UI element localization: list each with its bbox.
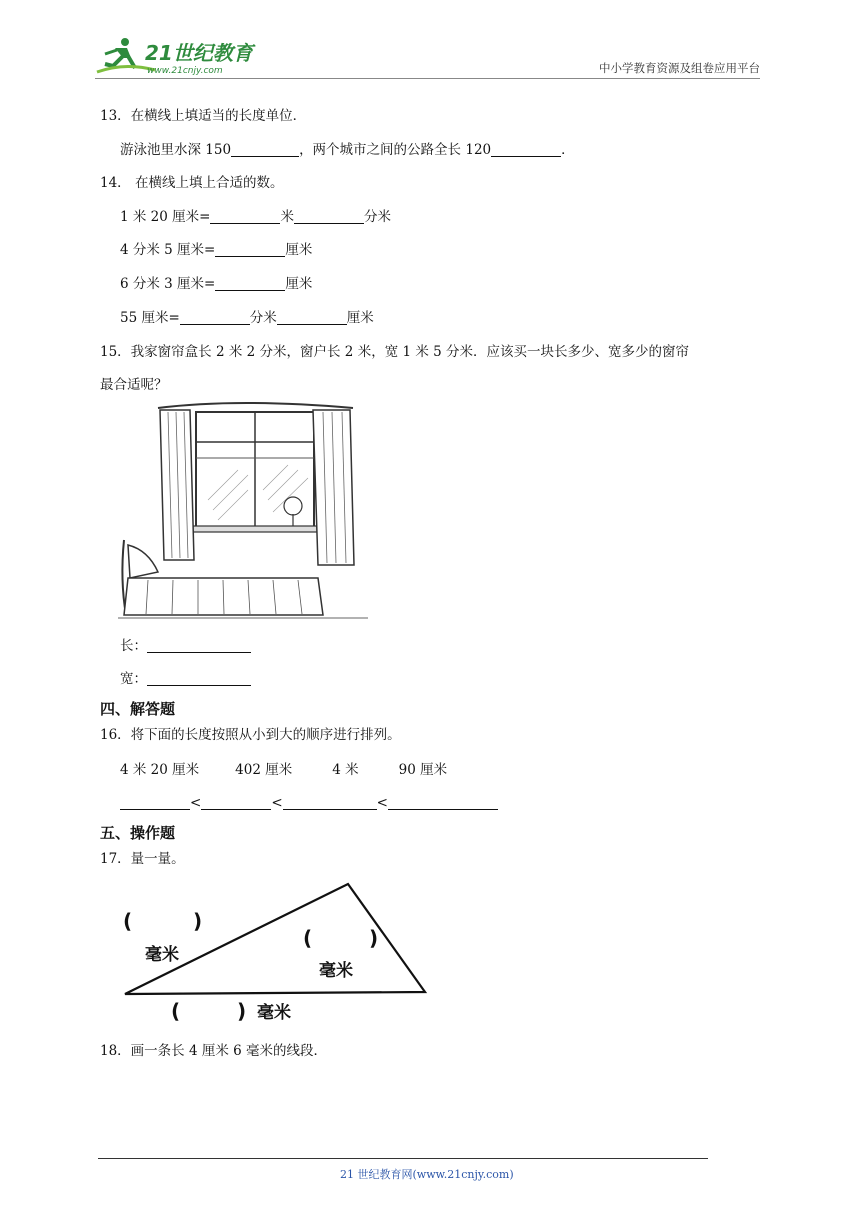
less-than-sign: <: [271, 795, 283, 811]
q17-title: 17．量一量。: [100, 851, 185, 867]
q14-r2-text: 4 分米 5 厘米=: [120, 242, 216, 258]
answer-blank[interactable]: [147, 638, 251, 653]
q14-r3-text: 6 分米 3 厘米=: [120, 276, 216, 292]
less-than-sign: <: [376, 795, 388, 811]
length-item: 402 厘米: [235, 762, 293, 778]
q14-row1: [120, 208, 391, 226]
length-label: 长：: [120, 638, 147, 654]
page-header: [95, 32, 760, 80]
answer-blank[interactable]: [294, 209, 364, 224]
paren-open: (: [123, 909, 133, 933]
section-4-heading: 四、解答题: [100, 700, 176, 718]
q15-line2: 最合适呢？: [100, 377, 168, 393]
answer-blank[interactable]: [201, 795, 271, 810]
q13-part2: ，两个城市之间的公路全长 120: [299, 142, 492, 158]
q13-part1: 游泳池里水深 150: [120, 142, 232, 158]
answer-blank[interactable]: [277, 310, 347, 325]
q16-order-row: [120, 794, 498, 812]
width-label: 宽：: [120, 671, 147, 687]
answer-blank[interactable]: [215, 276, 285, 291]
paren-close: ): [193, 909, 203, 933]
header-divider: [95, 78, 760, 79]
paren-open: (: [303, 926, 313, 950]
q13-title: 13．在横线上填适当的长度单位．: [100, 108, 307, 124]
answer-blank[interactable]: [283, 795, 377, 810]
answer-blank[interactable]: [147, 671, 251, 686]
q14-r1-unit1: 米: [280, 209, 294, 225]
q14-r4-text: 55 厘米=: [120, 310, 180, 326]
q14-r2-unit: 厘米: [285, 242, 313, 258]
q15-length-row: [120, 637, 251, 655]
section-5-heading: 五、操作题: [100, 824, 176, 842]
q16-title: 16．将下面的长度按照从小到大的顺序进行排列。: [100, 727, 401, 743]
q14-r1-unit2: 分米: [363, 209, 391, 225]
triangle-figure: [115, 878, 435, 1028]
q14-row2: [120, 241, 312, 259]
q18-title: 18．画一条长 4 厘米 6 毫米的线段．: [100, 1043, 328, 1059]
q14-r4-unit1: 分米: [249, 310, 277, 326]
length-item: 4 米 20 厘米: [120, 762, 200, 778]
paren-close: ): [369, 926, 379, 950]
answer-blank[interactable]: [215, 242, 285, 257]
logo: [95, 36, 265, 76]
q14-r4-unit2: 厘米: [346, 310, 374, 326]
q14-row3: [120, 275, 312, 293]
length-item: 4 米: [332, 762, 359, 778]
footer-divider: [98, 1158, 708, 1159]
q14-title: 14． 在横线上填上合适的数。: [100, 175, 284, 191]
less-than-sign: <: [190, 795, 202, 811]
window-curtain-illustration: [118, 400, 368, 628]
q14-r3-unit: 厘米: [285, 276, 313, 292]
logo-text: 21世纪教育: [145, 41, 253, 65]
logo-subtext: www.21cnjy.com: [147, 66, 223, 76]
paren-open: (: [171, 999, 181, 1023]
q16-items: [120, 761, 447, 779]
answer-blank[interactable]: [210, 209, 280, 224]
q14-row4: [120, 309, 374, 327]
answer-blank[interactable]: [491, 142, 561, 157]
q14-r1-text: 1 米 20 厘米=: [120, 209, 211, 225]
q13-part3: ．: [561, 142, 575, 158]
answer-blank[interactable]: [388, 795, 498, 810]
unit-label: 毫米: [145, 945, 179, 965]
footer-text[interactable]: 21 世纪教育网(www.21cnjy.com): [340, 1168, 514, 1181]
unit-label: 毫米: [257, 1003, 291, 1023]
q15-width-row: [120, 670, 251, 688]
answer-blank[interactable]: [231, 142, 299, 157]
answer-blank[interactable]: [180, 310, 250, 325]
paren-close: ): [237, 999, 247, 1023]
unit-label: 毫米: [319, 961, 353, 981]
q15-line1: 15．我家窗帘盒长 2 米 2 分米，窗户长 2 米，宽 1 米 5 分米．应该买一块长多少、宽多少的窗帘: [100, 344, 690, 360]
length-item: 90 厘米: [398, 762, 448, 778]
q13-body: [120, 141, 575, 159]
answer-blank[interactable]: [120, 795, 190, 810]
header-platform-text: 中小学教育资源及组卷应用平台: [599, 61, 760, 75]
